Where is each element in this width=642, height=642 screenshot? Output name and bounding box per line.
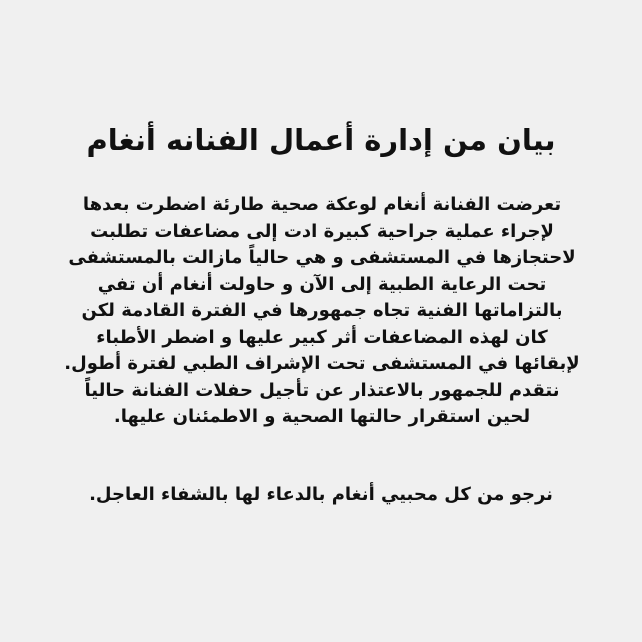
body-line: لإبقائها في المستشفى تحت الإشراف الطبي لفترة أطول. <box>64 353 580 374</box>
body-line: لإجراء عملية جراحية كبيرة ادت إلى مضاعفات تطلبت <box>90 220 554 242</box>
statement-body <box>52 192 592 431</box>
body-line: لحين استقرار حالتها الصحية و الاطمئنان عليها. <box>113 406 531 427</box>
body-line: نتقدم للجمهور بالاعتذار عن تأجيل حفلات الفنانة حالياً <box>84 379 560 401</box>
body-line: بالتزاماتها الفنية تجاه جمهورها في الفترة القادمة لكن <box>81 300 563 321</box>
body-line: كان لهذه المضاعفات أثر كبير عليها و اضطر الأطباء <box>96 326 548 348</box>
statement-title: بيان من إدارة أعمال الفنانه أنغام <box>86 123 556 157</box>
body-line: لاحتجازها في المستشفى و هي حالياً مازالت بالمستشفى <box>68 247 576 268</box>
body-line: تحت الرعاية الطبية إلى الآن و حاولت أنغام أن تفي <box>97 273 547 295</box>
closing-line: نرجو من كل محبيي أنغام بالدعاء لها بالشفاء العاجل. <box>89 484 553 505</box>
body-line: تعرضت الفنانة أنغام لوعكة صحية طارئة اضطرت بعدها <box>82 194 562 215</box>
